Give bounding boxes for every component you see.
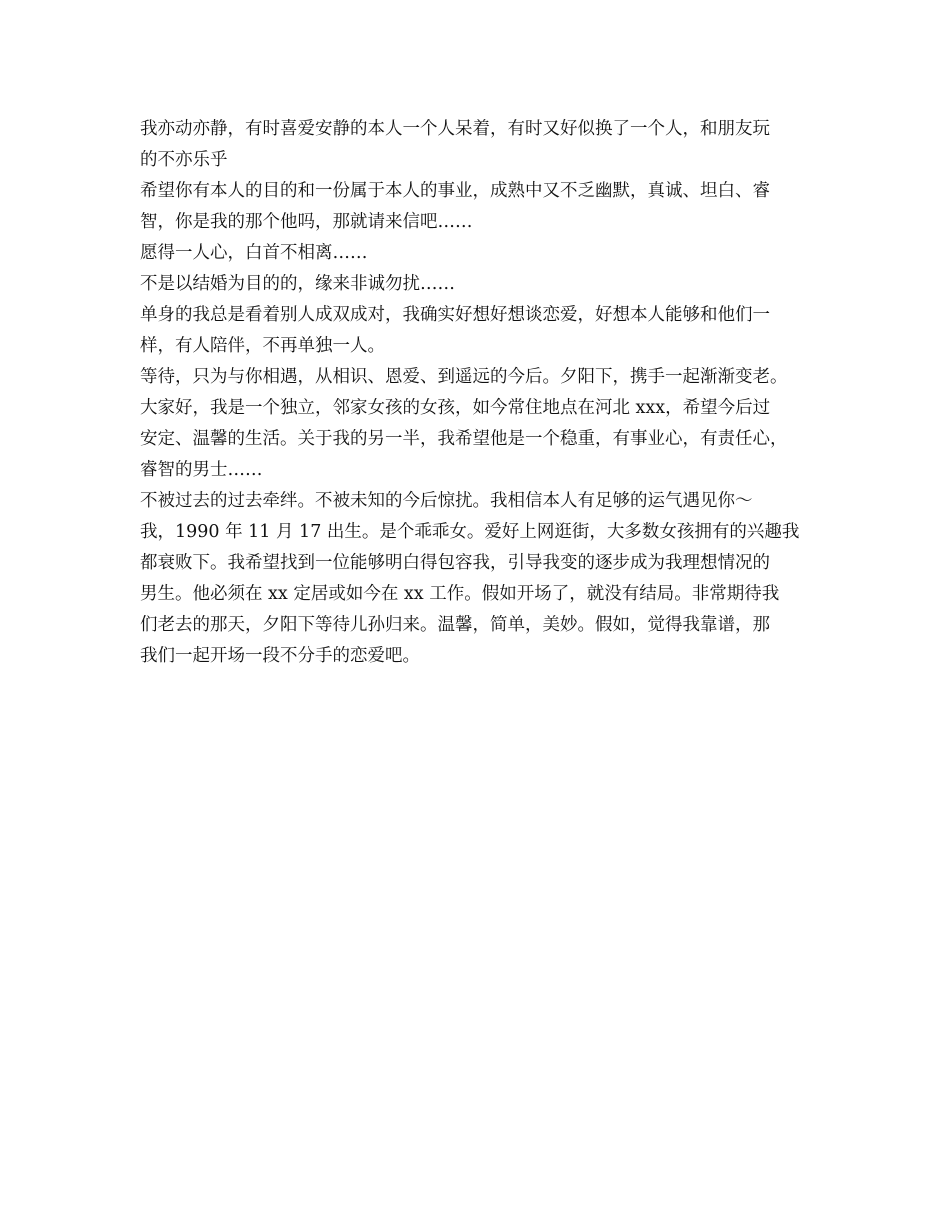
text-line: 的不亦乐乎 — [140, 150, 228, 170]
paragraph-4 — [140, 269, 820, 300]
paragraph-8 — [140, 486, 820, 517]
text-line: 男生。他必须在 xx 定居或如今在 xx 工作。假如开场了，就没有结局。非常期待我 — [140, 584, 780, 604]
text-line: 希望你有本人的目的和一份属于本人的事业，成熟中又不乏幽默，真诚、坦白、睿 — [140, 181, 770, 201]
paragraph-1 — [140, 114, 820, 176]
text-line: 智，你是我的那个他吗，那就请来信吧…… — [140, 212, 473, 232]
text-line: 我们一起开场一段不分手的恋爱吧。 — [140, 646, 420, 666]
text-line: 不被过去的过去牵绊。不被未知的今后惊扰。我相信本人有足够的运气遇见你～ — [140, 491, 753, 511]
text-line: 们老去的那天，夕阳下等待儿孙归来。温馨，简单，美妙。假如，觉得我靠谱，那 — [140, 615, 770, 635]
paragraph-5 — [140, 300, 820, 362]
paragraph-7 — [140, 393, 820, 486]
text-line: 安定、温馨的生活。关于我的另一半，我希望他是一个稳重，有事业心，有责任心， — [140, 429, 788, 449]
text-line: 我亦动亦静，有时喜爱安静的本人一个人呆着，有时又好似换了一个人，和朋友玩 — [140, 119, 770, 139]
text-line: 愿得一人心，白首不相离…… — [140, 243, 368, 263]
paragraph-3 — [140, 238, 820, 269]
text-line: 大家好，我是一个独立，邻家女孩的女孩，如今常住地点在河北 xxx，希望今后过 — [140, 398, 771, 418]
text-line: 等待，只为与你相遇，从相识、恩爱、到遥远的今后。夕阳下，携手一起渐渐变老。 — [140, 367, 788, 387]
paragraph-2 — [140, 176, 820, 238]
text-line: 我，1990 年 11 月 17 出生。是个乖乖女。爱好上网逛街，大多数女孩拥有的兴趣我 — [140, 522, 800, 542]
text-line: 睿智的男士…… — [140, 460, 263, 480]
paragraph-9 — [140, 517, 820, 672]
paragraph-6 — [140, 362, 820, 393]
text-line: 都衰败下。我希望找到一位能够明白得包容我，引导我变的逐步成为我理想情况的 — [140, 553, 770, 573]
text-line: 不是以结婚为目的的，缘来非诚勿扰…… — [140, 274, 455, 294]
text-line: 样，有人陪伴，不再单独一人。 — [140, 336, 385, 356]
text-line: 单身的我总是看着别人成双成对，我确实好想好想谈恋爱，好想本人能够和他们一 — [140, 305, 770, 325]
document-body — [140, 114, 820, 672]
